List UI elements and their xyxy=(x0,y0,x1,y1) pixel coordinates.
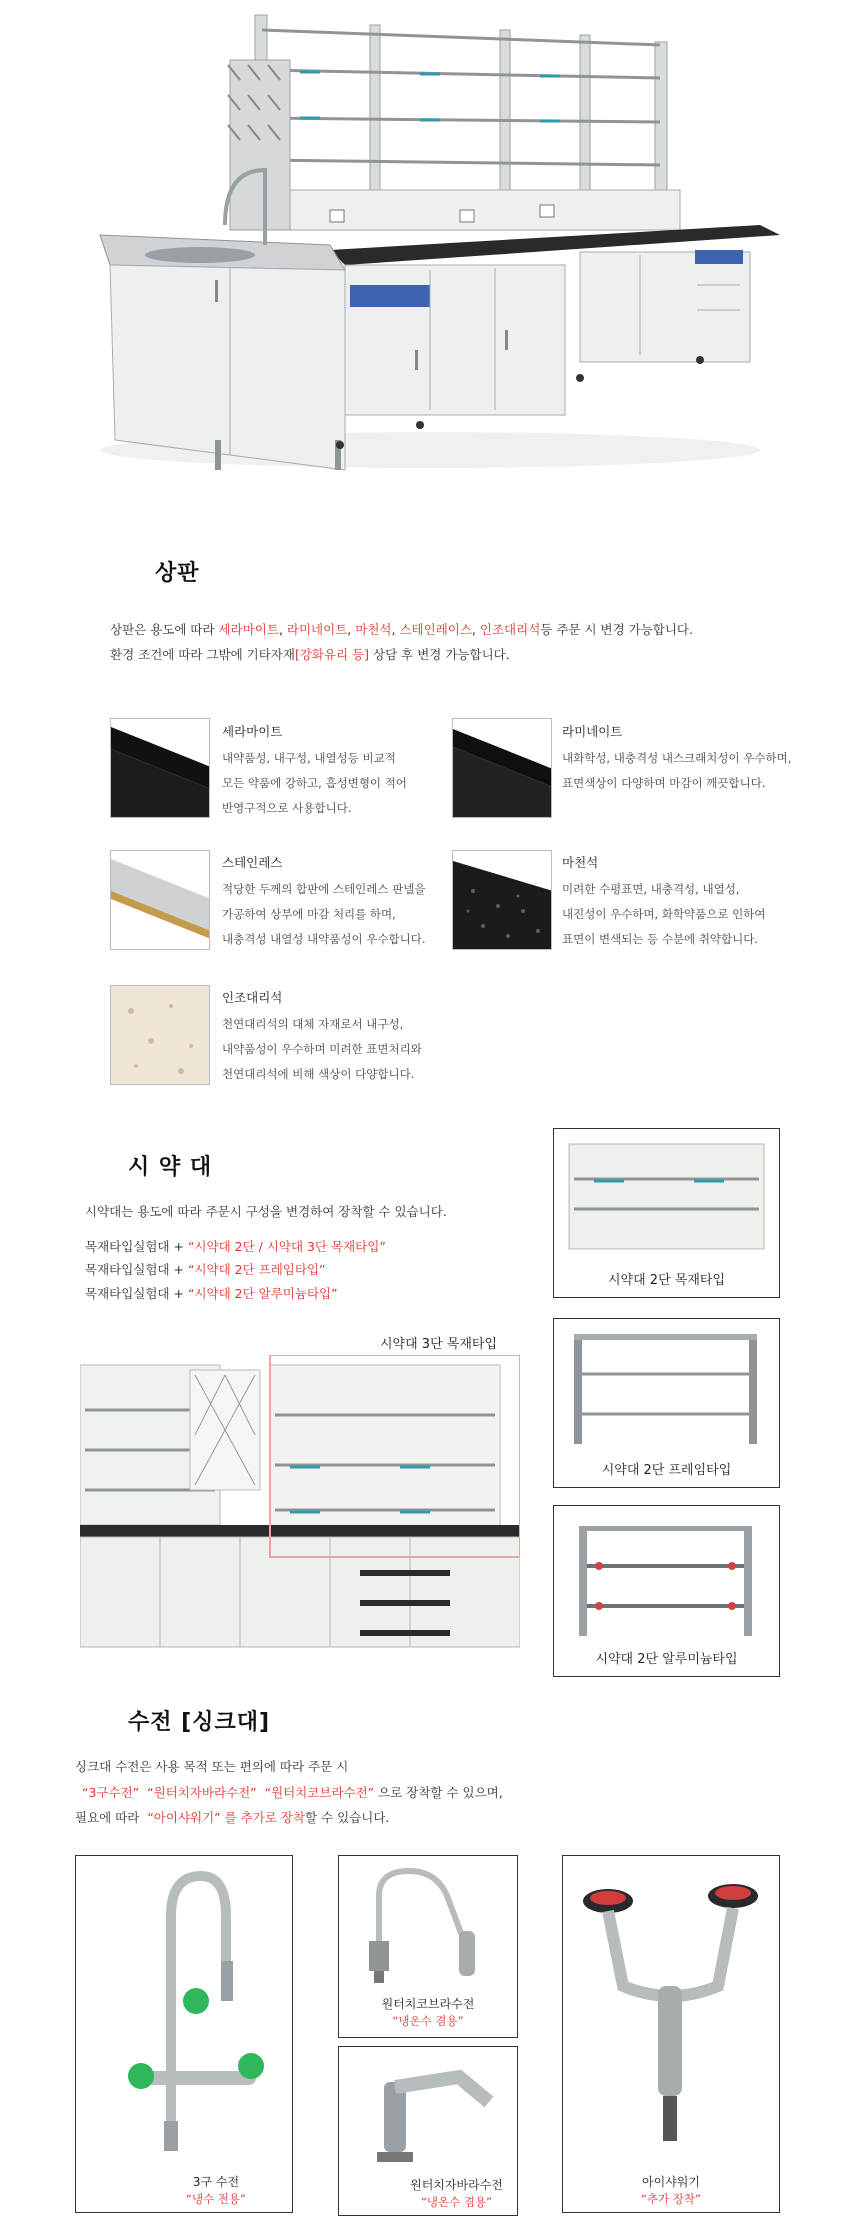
intro2-highlight: [강화유리 등] xyxy=(294,647,370,662)
option-base: 목재타입실험대 + xyxy=(85,1239,184,1254)
swatch-macheonseok xyxy=(452,850,552,950)
material-stainless xyxy=(222,853,462,952)
intro2-prefix: 환경 조건에 따라 그밖에 기타자재 xyxy=(110,647,295,662)
reagent-shelf-photo xyxy=(80,1355,520,1670)
material-desc-line: 내약품성이 우수하며 미려한 표면처리와 xyxy=(222,1042,422,1056)
faucet-option: “3구수전” xyxy=(82,1785,140,1800)
reagent-photo-label: 시약대 3단 목재타입 xyxy=(380,1337,497,1352)
product-name: 3구 수전 xyxy=(192,2175,240,2189)
product-name: 아이샤워기 xyxy=(642,2175,700,2189)
section-title-top: 상판 xyxy=(155,561,200,586)
product-name: 원터치자바라수전 xyxy=(410,2178,503,2192)
faucet-option: “원터치코브라수전” xyxy=(264,1785,375,1800)
material-artificial-marble xyxy=(222,988,472,1087)
material-title: 마천석 xyxy=(562,855,599,870)
reagent-option xyxy=(85,1235,545,1259)
material-desc-line: 미려한 수평표면, 내충격성, 내열성, xyxy=(562,882,740,896)
reagent-type-image xyxy=(554,1129,779,1264)
product-note: “추가 장착” xyxy=(640,2192,701,2206)
faucet-image xyxy=(339,2047,517,2167)
material-title: 인조대리석 xyxy=(222,990,283,1005)
sep: , xyxy=(347,622,352,637)
reagent-type-frame xyxy=(553,1318,780,1488)
faucet-highlight: 를 추가로 장착 xyxy=(224,1810,306,1825)
option-base: 목재타입실험대 + xyxy=(85,1286,184,1301)
product-note: “냉수 전용” xyxy=(185,2192,246,2206)
material-desc-line: 적당한 두께의 합판에 스테인레스 판넬을 xyxy=(222,882,426,896)
material-desc-line: 가공하여 상부에 마감 처리를 하며, xyxy=(222,907,396,921)
product-3way-faucet xyxy=(75,1855,293,2213)
faucet-intro-line2 xyxy=(82,1781,802,1805)
faucet-intro-line1: 싱크대 수전은 사용 목적 또는 편의에 따라 주문 시 xyxy=(75,1759,349,1774)
option-highlight: “시약대 2단 / 시약대 3단 목재타입” xyxy=(187,1239,386,1254)
faucet-image xyxy=(339,1856,517,1986)
product-caption xyxy=(563,2174,779,2208)
material-macheonseok xyxy=(562,853,812,952)
reagent-type-caption: 시약대 2단 목재타입 xyxy=(608,1273,725,1288)
swatch-stainless xyxy=(110,850,210,950)
material-desc-line: 내화학성, 내충격성 내스크래치성이 우수하며, xyxy=(562,751,792,765)
option-base: 목재타입실험대 + xyxy=(85,1262,184,1277)
lab-bench-hero-image xyxy=(0,0,843,500)
reagent-type-caption: 시약대 2단 프레임타입 xyxy=(601,1463,732,1478)
product-cobra-faucet xyxy=(338,1855,518,2038)
material-title: 스테인레스 xyxy=(222,855,283,870)
material-desc-line: 모든 약품에 강하고, 흡성변형이 적어 xyxy=(222,776,407,790)
material-laminate xyxy=(562,722,832,796)
material-title: 라미네이트 xyxy=(562,724,623,739)
reagent-option xyxy=(85,1258,545,1282)
swatch-laminate xyxy=(452,718,552,818)
intro2-suffix: 상담 후 변경 가능합니다. xyxy=(373,647,510,662)
faucet-suffix: 할 수 있습니다. xyxy=(305,1810,390,1825)
material-name-1: 세라마이트 xyxy=(218,622,279,637)
material-desc-line: 반영구적으로 사용합니다. xyxy=(222,801,352,815)
top-intro-line1 xyxy=(110,618,810,642)
faucet-suffix: 으로 장착할 수 있으며, xyxy=(378,1785,503,1800)
material-name-4: 스테인레이스 xyxy=(399,622,472,637)
product-caption xyxy=(394,2177,519,2211)
faucet-image xyxy=(76,1856,292,2156)
intro-prefix: 상판은 용도에 따라 xyxy=(110,622,215,637)
material-desc-line: 내충격성 내열성 내약품성이 우수합니다. xyxy=(222,932,426,946)
section-title-faucet: 수전 [싱크대] xyxy=(128,1710,271,1735)
product-note: “냉온수 겸용” xyxy=(420,2195,493,2209)
intro-suffix: 등 주문 시 변경 가능합니다. xyxy=(540,622,693,637)
product-jabara-faucet xyxy=(338,2046,518,2216)
reagent-option xyxy=(85,1282,545,1306)
sep: , xyxy=(391,622,396,637)
material-desc-line: 천연대리석의 대체 자재로서 내구성, xyxy=(222,1017,404,1031)
swatch-ceramite xyxy=(110,718,210,818)
material-desc-line: 천연대리석에 비해 색상이 다양합니다. xyxy=(222,1067,415,1081)
reagent-type-aluminum xyxy=(553,1505,780,1677)
option-highlight: “시약대 2단 알루미늄타입” xyxy=(187,1286,338,1301)
material-name-2: 라미네이트 xyxy=(286,622,348,637)
faucet-option: “아이샤워기” xyxy=(147,1810,221,1825)
faucet-intro-line3 xyxy=(75,1806,795,1830)
product-caption xyxy=(339,1996,517,2030)
material-desc-line: 표면이 변색되는 등 수분에 취약합니다. xyxy=(562,932,759,946)
material-desc-line: 내진성이 우수하며, 화학약품으로 인하여 xyxy=(562,907,766,921)
sep: , xyxy=(471,622,476,637)
material-ceramite xyxy=(222,722,442,821)
reagent-type-image xyxy=(554,1506,779,1641)
section-title-reagent: 시 약 대 xyxy=(128,1155,213,1180)
product-note: “냉온수 겸용” xyxy=(392,2014,464,2028)
faucet-option: “원터치자바라수전” xyxy=(147,1785,257,1800)
product-eye-shower xyxy=(562,1855,780,2213)
material-title: 세라마이트 xyxy=(222,724,283,739)
material-desc-line: 내약품성, 내구성, 내열성등 비교적 xyxy=(222,751,396,765)
reagent-intro: 시약대는 용도에 따라 주문시 구성을 변경하여 장착할 수 있습니다. xyxy=(85,1204,447,1219)
eye-shower-image xyxy=(563,1856,779,2156)
material-desc-line: 표면색상이 다양하며 마감이 깨끗합니다. xyxy=(562,776,766,790)
sep: , xyxy=(278,622,283,637)
swatch-artificial-marble xyxy=(110,985,210,1085)
reagent-type-wood xyxy=(553,1128,780,1298)
material-name-5: 인조대리석 xyxy=(479,622,541,637)
material-name-3: 마천석 xyxy=(355,622,392,637)
reagent-type-image xyxy=(554,1319,779,1454)
option-highlight: “시약대 2단 프레임타입” xyxy=(187,1262,326,1277)
reagent-type-caption: 시약대 2단 알루미늄타입 xyxy=(595,1652,738,1667)
product-caption xyxy=(136,2174,296,2208)
top-intro-line2 xyxy=(110,643,810,667)
product-name: 원터치코브라수전 xyxy=(381,1997,475,2011)
faucet-prefix: 필요에 따라 xyxy=(75,1810,140,1825)
